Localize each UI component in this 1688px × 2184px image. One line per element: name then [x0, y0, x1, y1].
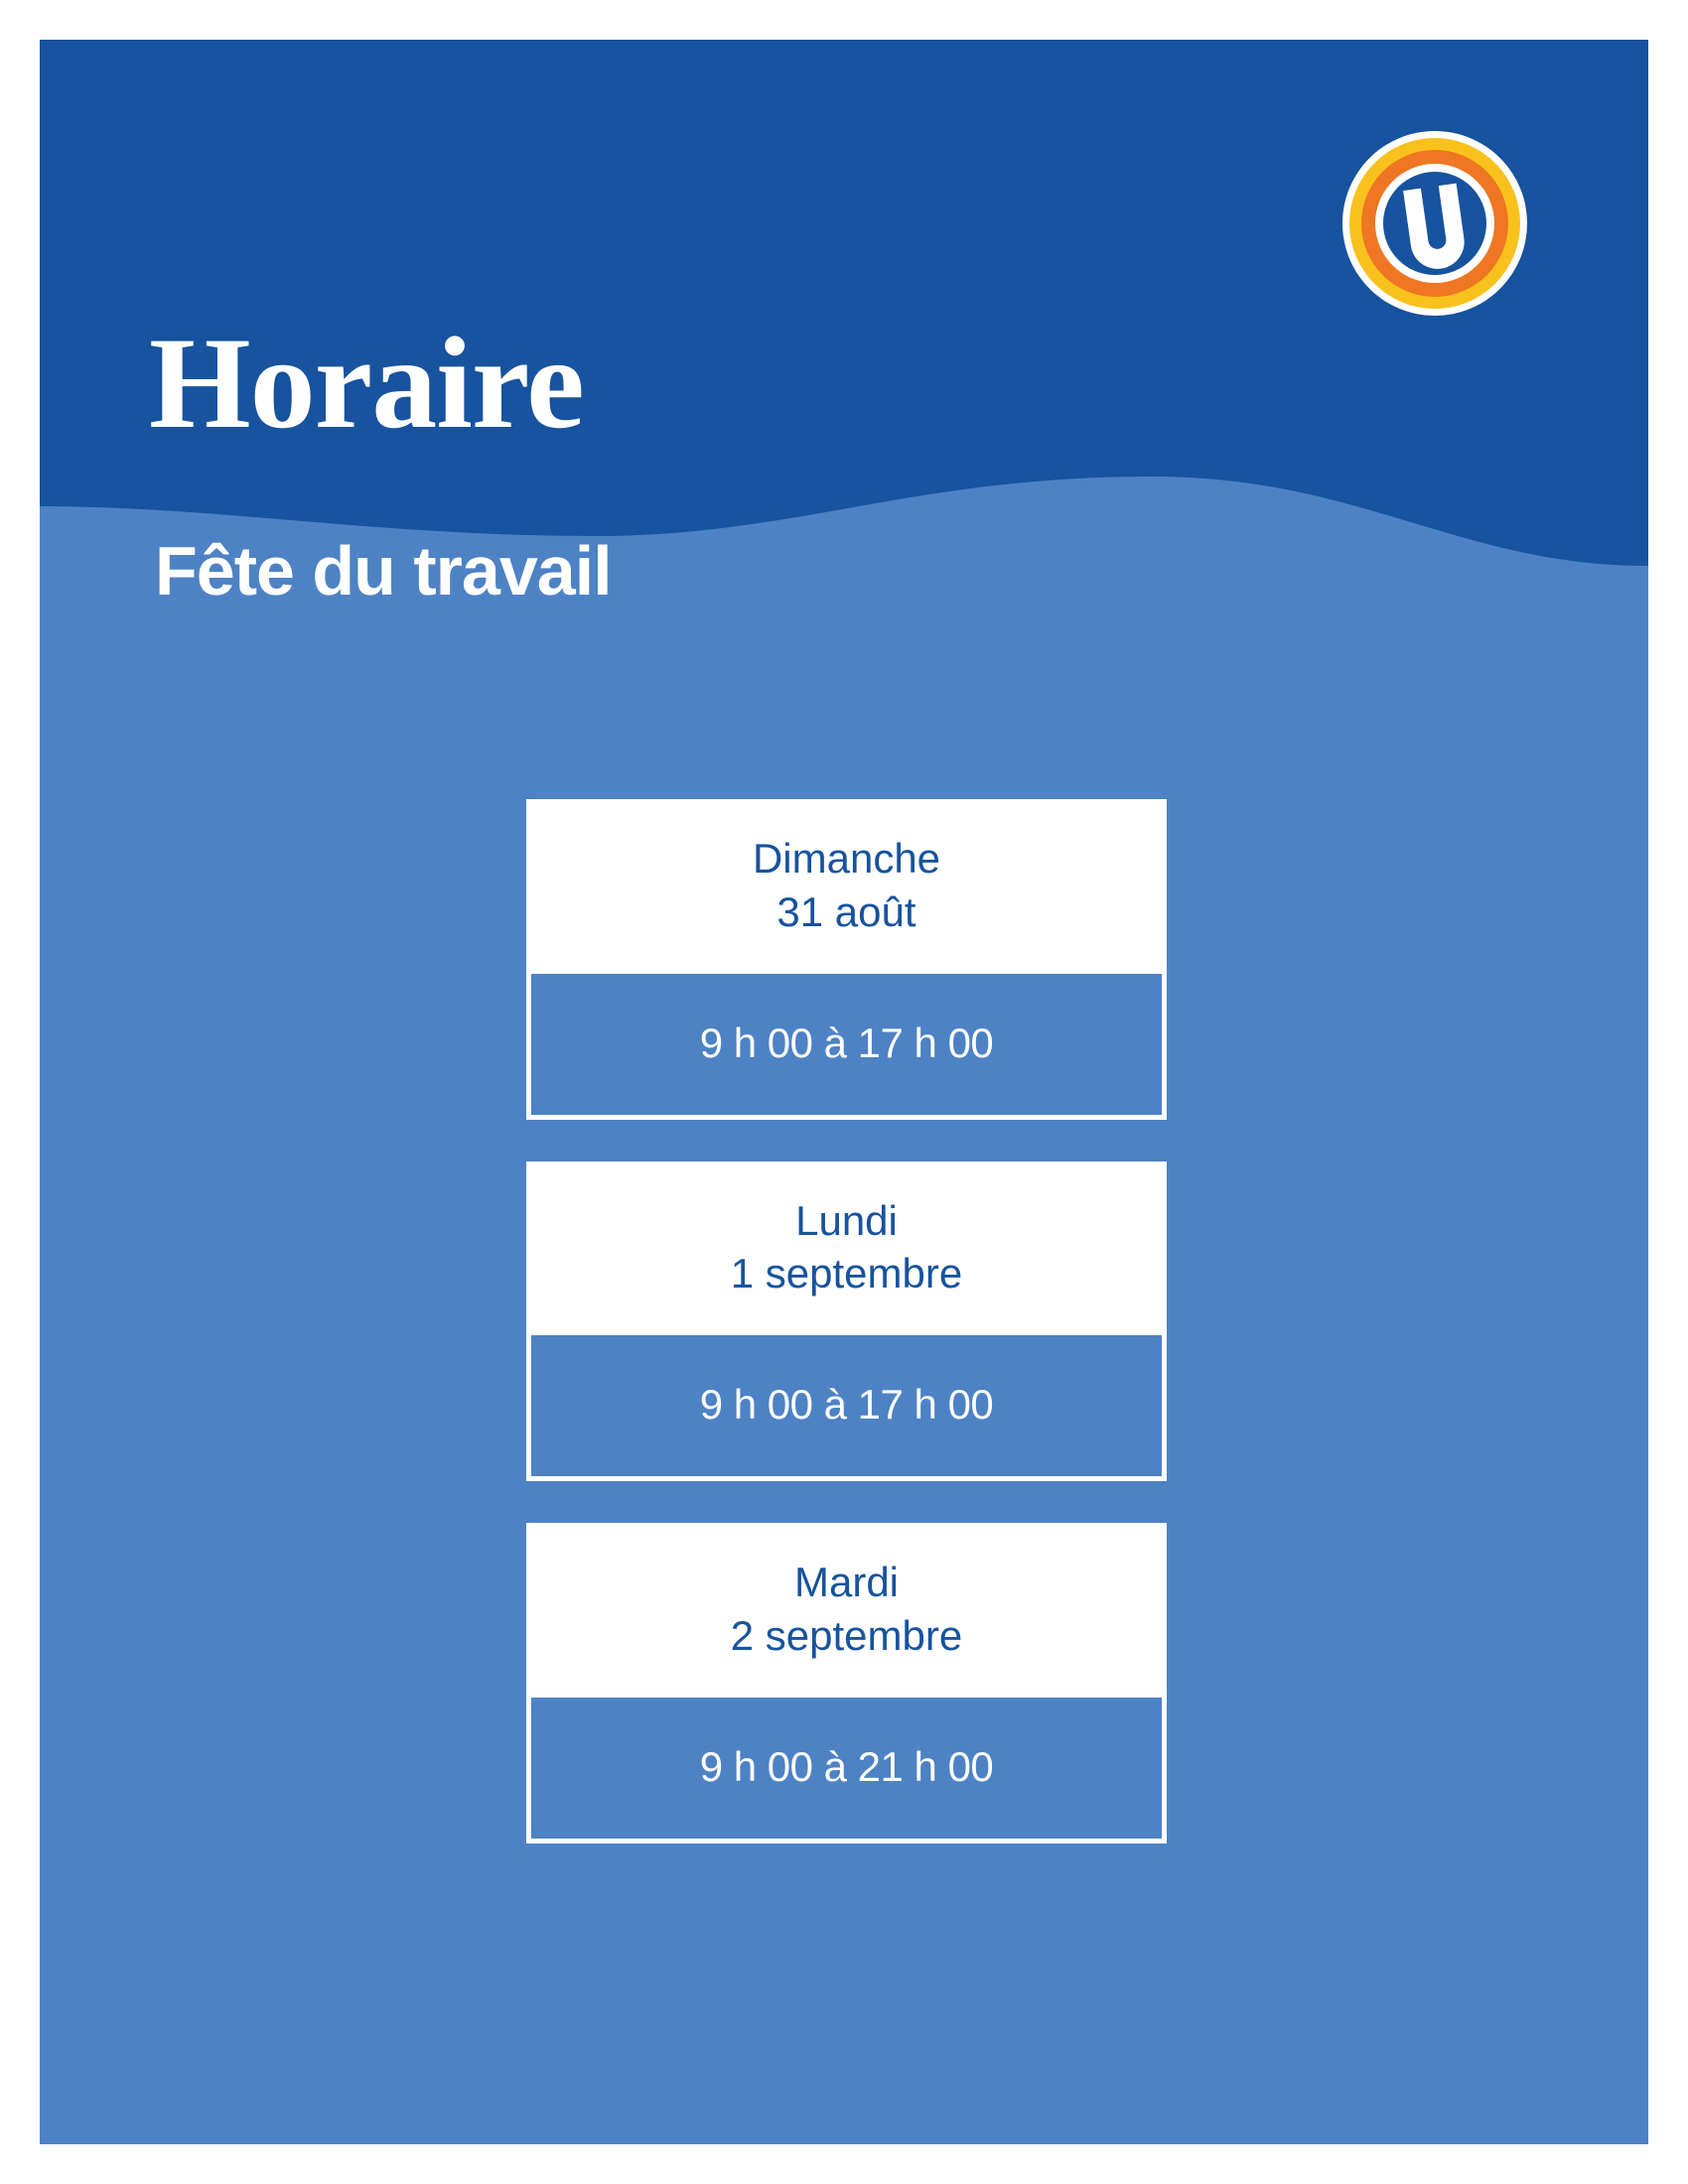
- schedule-card-dayname: Dimanche: [752, 835, 941, 882]
- schedule-card-hours: 9 h 00 à 17 h 00: [531, 1330, 1162, 1476]
- poster: [40, 40, 1648, 2144]
- schedule-card-daydate: 2 septembre: [730, 1611, 963, 1659]
- schedule-card-day: [531, 1166, 1162, 1331]
- u-logo-icon: [1340, 129, 1529, 318]
- schedule-card-daydate: 31 août: [776, 887, 916, 935]
- schedule-list: [526, 799, 1167, 1885]
- schedule-card: [526, 799, 1167, 1120]
- schedule-card-hours: 9 h 00 à 17 h 00: [531, 969, 1162, 1115]
- schedule-card-day: [531, 804, 1162, 969]
- schedule-card: [526, 1161, 1167, 1482]
- schedule-card-hours: 9 h 00 à 21 h 00: [531, 1693, 1162, 1839]
- schedule-card-day: [531, 1528, 1162, 1693]
- schedule-card: [526, 1523, 1167, 1843]
- page-title: Horaire: [149, 310, 584, 456]
- schedule-card-dayname: Lundi: [795, 1196, 898, 1244]
- page-subtitle: Fête du travail: [155, 532, 612, 610]
- schedule-card-daydate: 1 septembre: [730, 1250, 963, 1297]
- schedule-card-dayname: Mardi: [793, 1559, 900, 1605]
